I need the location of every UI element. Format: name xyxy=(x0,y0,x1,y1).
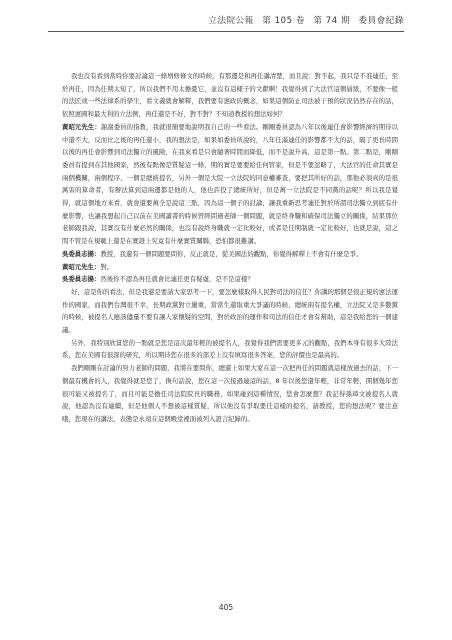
publication-name: 立法院公報 xyxy=(208,16,254,26)
section-name: 委員會紀錄 xyxy=(358,16,404,26)
transcript-paragraph xyxy=(62,273,398,286)
transcript-paragraph xyxy=(62,248,398,261)
paragraph-text: 另外，我特別欣賞您的一點就是您是這次最年輕的被提名人，我覺得我們需要更多元的觀點，我們本身有很多大陸法系，您在美國有很深的研究，所以期待您在很多的部差上沒有填寫很多答案，您的評價也是最高的。 xyxy=(62,338,398,360)
issue-number: 第 74 期 xyxy=(313,16,351,26)
paragraph-text: 對。 xyxy=(100,262,114,271)
speaker-name: 吳委員志揚： xyxy=(62,249,101,258)
speaker-name: 黃昭元先生： xyxy=(62,122,101,131)
transcript-paragraph xyxy=(62,261,398,274)
page-number: 405 xyxy=(218,603,234,612)
header-rule xyxy=(48,31,404,32)
transcript-paragraph xyxy=(62,337,398,362)
volume-number: 第 105 卷 xyxy=(262,16,306,26)
transcript-paragraph xyxy=(62,70,398,121)
speaker-name: 吳委員志揚： xyxy=(62,275,101,284)
paragraph-text: 然後你不認為再任就會比連任更有疑慮，是不是這樣？ xyxy=(100,275,254,284)
paragraph-text: 我們剛剛在討論的努力老師的問題，我將在要問你，總還上如果大家在這一次把再任的問題就這樣放過去的話，下一個最有機會的人，我覺得就是您了，換句話說，您在這一次接過連這的話，8 年以後您還年輕，非常年輕，開個幾年您很可能又被提名了，而且可能是擔任司法院院長的職務，如果碰到這種情況，您會怎麼想？我記得孫璋文被提名人就說，他認為沒有連續，但是他個人不想被這樣質疑，所以他沒有爭取要任這樣的提名，請教授，您的想法呢？要注意哦，您現在的講法，表態是永遠在這個殿堂裡面被列入證言紀錄的。 xyxy=(62,364,398,423)
paragraph-text: 好，這是你的看法，但是我還是要請大家思考一下，要怎麼樣取得人民對司法的信任？你講的那個是很正規的憲法運作的國家，而我們台灣很不幸，長期政黨對立嚴重，當當生還取重大爭議的時候，總統兩有提名權，立法院又是多數黨的時候，被提名人應該儘量不要有讓人家懷疑的空間，對於政治的運作和司法的信任才會有幫助，這是我給您的一個建議。 xyxy=(62,287,398,335)
transcript-body xyxy=(62,70,398,426)
paragraph-text: 教授，我還有一個問題要問你，反正就是，從美國法的觀點，你覺得解釋上不會有什麼是爭。 xyxy=(100,249,363,258)
transcript-paragraph xyxy=(62,286,398,337)
speaker-name: 黃昭元先生： xyxy=(62,262,101,271)
transcript-paragraph xyxy=(62,121,398,248)
paragraph-text: 我也沒有看到當時你要討論這一條增修條文的時候，有那邊是和再任講清楚，而且說：對不起，我只是不准連任，至於再任，因為任期太短了，所以我們不用太擔憂它，並沒有這樣子的文獻啊！我覺得到了大法官這個層級，不要像一般的法匠或一些法律系的學生，看文義就會解釋，我們要有憲政的概念，如果這個防止司法被干預的狀況仍然存在的話，依照憲國和最大利的立法例，再任還是不好，對不對？不知道教授的想法如何？ xyxy=(62,72,398,119)
page-header xyxy=(203,14,404,26)
paragraph-text: 謝謝委員的指教，我就很簡要地說明我自己的一些看法。剛剛委員認為八年以後連任會影響經濟的期待以中還不大，反而比之後的再任還小，我的想法是，如果如委員所說的，八年任滿連任的影響都不大的話，隔了更長時間以後的再任會影響到司法獨立的風險，在我來看是只會隨著時間而降低，而不是說升高，這是第一點。第二點是，剛剛委員有提到在其他國家，然後有點像是質疑這一條，期的實是要要給任何管家，但是不要忽略了，大法官的任命其實是兩個機關，兩個程序，一個是總統提名，另外一個是大院一立法院的同意權審查，要把其所好的話，那他必須真的是很厲害的算命者，有辦法算到這兩邊都是他的人，他也許投了總統所好，但是萬一立法院是不同黨的話呢？所以我是覺得，就這個地方來看，就會還要萬全是說這三點，因為這一個子的討論，讓我重新思考連任對於所謂司法獨立到底有什麼影響，也讓我想起自己以前在美國讀書的時候曾經問過老師一個問題，就是終身職和確保司法獨立的關係，結果那位老師跟我說，其實沒有什麼必然的關係，也沒有說終身職就一定比較好，或者是任期制就一定比較好，也就是說，這之間不管是在規範上還是在實證上究竟有什麼實質關聯，恐怕都很難講。 xyxy=(62,122,399,246)
transcript-paragraph xyxy=(62,362,398,426)
